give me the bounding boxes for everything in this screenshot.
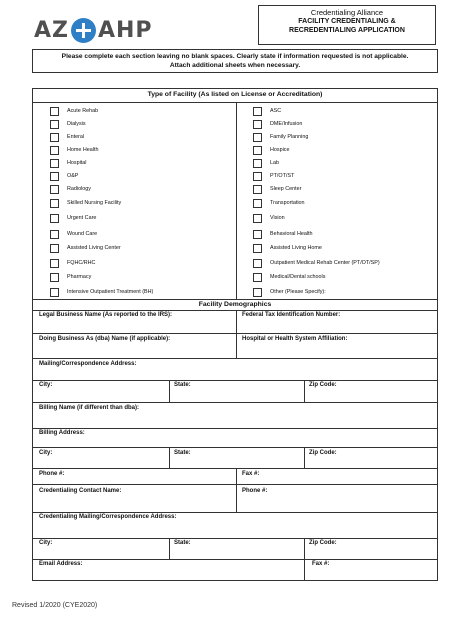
checkbox[interactable] (50, 133, 59, 142)
instructions-line2: Attach additional sheets when necessary. (169, 62, 301, 69)
checkbox[interactable] (253, 259, 262, 268)
checkbox[interactable] (50, 185, 59, 194)
facility-type-option-assisted-living-center (50, 243, 121, 253)
phone-label: Phone #: (39, 471, 65, 477)
facility-type-option-intensive-outpatient-treatment-bh (50, 287, 153, 297)
row-divider (33, 402, 437, 403)
checkbox-label: Skilled Nursing Facility (67, 199, 122, 206)
facility-type-option-transportation (253, 198, 305, 208)
mailing-address-label: Mailing/Correspondence Address: (39, 361, 137, 367)
credentialing-contact-name-label: Credentialing Contact Name: (39, 488, 122, 494)
checkbox-label: PT/OT/ST (270, 172, 295, 179)
facility-type-header: Type of Facility (As listed on License or Accreditation) (33, 89, 437, 103)
row-divider (33, 468, 437, 469)
checkbox[interactable] (253, 199, 262, 208)
checkbox-label: Vision (270, 214, 285, 221)
checkbox-label: DME/Infusion (270, 120, 303, 127)
checkbox[interactable] (50, 230, 59, 239)
checkbox-label: Enteral (67, 133, 85, 140)
facility-type-option-acute-rehab (50, 106, 98, 116)
facility-type-option-dme-infusion (253, 119, 302, 129)
facility-type-option-outpatient-medical-rehab-center-pt-ot-sp (253, 258, 380, 268)
azahp-logo (34, 16, 153, 44)
row-divider (33, 484, 437, 485)
facility-type-option-fqhc-rhc (50, 258, 95, 268)
checkbox-label: Radiology (67, 185, 91, 192)
checkbox[interactable] (253, 120, 262, 129)
row-divider (33, 380, 437, 381)
credentialing-zip-code-label: Zip Code: (309, 540, 337, 546)
checkbox-label: Home Health (67, 146, 99, 153)
row-divider (33, 512, 437, 513)
contact-phone-label: Phone #: (242, 488, 268, 494)
credentialing-mailing-address-label: Credentialing Mailing/Correspondence Address: (39, 514, 177, 520)
facility-type-option-assisted-living-home (253, 243, 322, 253)
column-divider (169, 380, 170, 402)
checkbox[interactable] (50, 259, 59, 268)
facility-type-option-vision (253, 213, 285, 223)
checkbox[interactable] (50, 172, 59, 181)
instructions-line1: Please complete each section leaving no blank spaces. Clearly state if information requested is not applicable. (61, 53, 409, 60)
checkbox-label: Intensive Outpatient Treatment (BH) (67, 288, 154, 295)
form-title-line2: RECREDENTIALING APPLICATION (289, 27, 405, 34)
column-divider (236, 102, 237, 300)
row-divider (33, 447, 437, 448)
checkbox[interactable] (253, 107, 262, 116)
facility-type-option-wound-care (50, 229, 97, 239)
facility-type-option-hospital (50, 158, 86, 168)
checkbox[interactable] (50, 288, 59, 297)
checkbox[interactable] (50, 244, 59, 253)
facility-type-option-urgent-care (50, 213, 96, 223)
billing-zip-code-label: Zip Code: (309, 450, 337, 456)
checkbox-label: Outpatient Medical Rehab Center (PT/OT/SP) (270, 259, 380, 266)
column-divider (304, 538, 305, 559)
facility-type-option-other-please-specify (253, 287, 326, 297)
facility-type-option-family-planning (253, 132, 308, 142)
checkbox-label: Assisted Living Center (67, 244, 121, 251)
column-divider (236, 310, 237, 358)
checkbox[interactable] (50, 120, 59, 129)
row-divider (33, 538, 437, 539)
facility-type-option-radiology (50, 184, 91, 194)
instructions-box (32, 49, 438, 73)
column-divider (304, 447, 305, 468)
checkbox[interactable] (50, 107, 59, 116)
legal-business-name-label: Legal Business Name (As reported to the IRS): (39, 312, 173, 318)
checkbox[interactable] (253, 172, 262, 181)
checkbox[interactable] (253, 230, 262, 239)
checkbox[interactable] (253, 273, 262, 282)
row-divider (33, 333, 437, 334)
hospital-affiliation-label: Hospital or Health System Affiliation: (242, 336, 348, 342)
facility-type-option-hospice (253, 145, 289, 155)
checkbox[interactable] (253, 133, 262, 142)
logo-text-ahp: AHP (97, 17, 153, 43)
checkbox-label: ASC (270, 107, 282, 114)
column-divider (304, 559, 305, 581)
checkbox[interactable] (50, 146, 59, 155)
checkbox[interactable] (253, 159, 262, 168)
organization-name: Credentialing Alliance (310, 8, 384, 17)
facility-type-option-medical-dental-schools (253, 272, 325, 282)
state-label: State: (174, 382, 191, 388)
column-divider (169, 538, 170, 559)
checkbox-label: Hospital (67, 159, 87, 166)
column-divider (236, 468, 237, 512)
facility-type-option-pharmacy (50, 272, 91, 282)
checkbox-label: Acute Rehab (67, 107, 99, 114)
facility-type-option-asc (253, 106, 281, 116)
checkbox[interactable] (50, 159, 59, 168)
row-divider (33, 358, 437, 359)
checkbox-label: FQHC/RHC (67, 259, 96, 266)
row-divider (33, 559, 437, 560)
checkbox[interactable] (253, 185, 262, 194)
plus-icon (71, 18, 96, 43)
federal-tax-id-label: Federal Tax Identification Number: (242, 312, 341, 318)
checkbox[interactable] (253, 244, 262, 253)
credentialing-state-label: State: (174, 540, 191, 546)
checkbox-label: Urgent Care (67, 214, 97, 221)
facility-type-option-pt-ot-st (253, 171, 294, 181)
facility-type-option-sleep-center (253, 184, 301, 194)
checkbox[interactable] (253, 214, 262, 223)
checkbox-label: Medical/Dental schools (270, 273, 326, 280)
checkbox-label: Transportation (270, 199, 305, 206)
facility-type-option-enteral (50, 132, 84, 142)
facility-type-option-behavioral-health (253, 229, 313, 239)
checkbox-label: Hospice (270, 146, 290, 153)
checkbox[interactable] (253, 146, 262, 155)
checkbox-label: O&P (67, 172, 79, 179)
checkbox[interactable] (50, 273, 59, 282)
billing-state-label: State: (174, 450, 191, 456)
zip-code-label: Zip Code: (309, 382, 337, 388)
checkbox-label: Family Planning (270, 133, 309, 140)
fax-label: Fax #: (242, 471, 260, 477)
city-label: City: (39, 382, 53, 388)
revision-footer: Revised 1/2020 (CYE2020) (12, 602, 98, 609)
facility-demographics-section (32, 299, 438, 581)
checkbox[interactable] (50, 214, 59, 223)
form-title-line1: FACILITY CREDENTIALING & (298, 18, 396, 25)
checkbox[interactable] (253, 288, 262, 297)
checkbox[interactable] (50, 199, 59, 208)
facility-type-section (32, 88, 438, 300)
checkbox-label: Other (Please Specify): (270, 288, 326, 295)
column-divider (169, 447, 170, 468)
checkbox-label: Wound Care (67, 230, 98, 237)
billing-address-label: Billing Address: (39, 430, 85, 436)
billing-name-label: Billing Name (if different than dba): (39, 405, 139, 411)
facility-type-option-lab (253, 158, 279, 168)
row-divider (33, 428, 437, 429)
checkbox-label: Pharmacy (67, 273, 92, 280)
logo-text-az: AZ (34, 17, 69, 43)
facility-type-option-o-p (50, 171, 78, 181)
checkbox-label: Behavioral Health (270, 230, 313, 237)
form-title-box (258, 5, 436, 45)
email-address-label: Email Address: (39, 561, 83, 567)
column-divider (304, 380, 305, 402)
contact-fax-label: Fax #: (312, 561, 330, 567)
checkbox-label: Sleep Center (270, 185, 302, 192)
facility-type-option-skilled-nursing-facility (50, 198, 121, 208)
dba-name-label: Doing Business As (dba) Name (if applicable): (39, 336, 171, 342)
checkbox-label: Assisted Living Home (270, 244, 322, 251)
demographics-header: Facility Demographics (33, 300, 437, 311)
credentialing-city-label: City: (39, 540, 53, 546)
billing-city-label: City: (39, 450, 53, 456)
checkbox-label: Lab (270, 159, 279, 166)
facility-type-option-dialysis (50, 119, 86, 129)
facility-type-option-home-health (50, 145, 98, 155)
checkbox-label: Dialysis (67, 120, 86, 127)
